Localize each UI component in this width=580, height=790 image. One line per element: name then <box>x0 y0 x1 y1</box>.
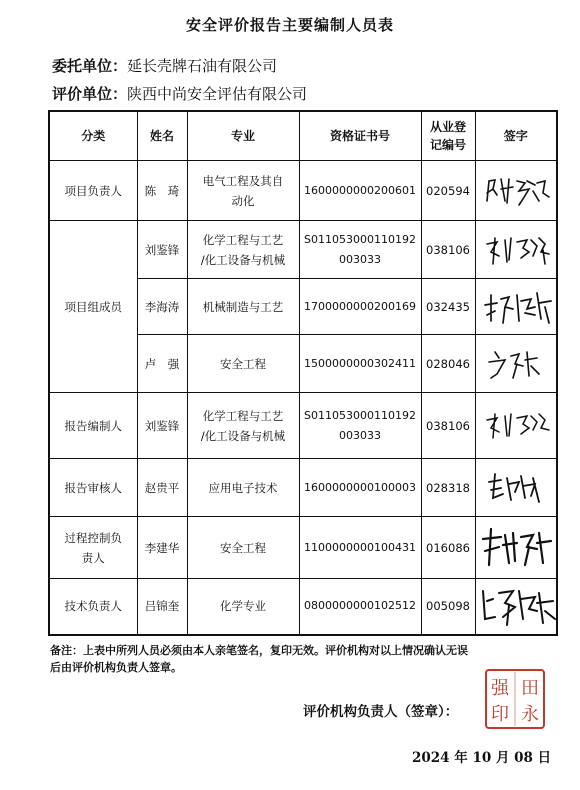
cell-major: 安全工程 <box>187 517 299 579</box>
table-row <box>49 517 557 579</box>
document-date: 2024 年 10 月 08 日 <box>412 750 552 766</box>
cell-cert: 0800000000102512 <box>299 579 421 635</box>
handwritten-signature <box>481 344 551 384</box>
cell-cert: 1100000000100431 <box>299 517 421 579</box>
table-row <box>49 459 557 517</box>
cell-reg: 038106 <box>421 221 475 279</box>
signature-cell <box>475 393 557 459</box>
cell-category: 技术负责人 <box>49 579 137 635</box>
cell-name: 李海涛 <box>137 279 187 335</box>
note-line: 备注：上表中所列人员必须由本人亲笔签名，复印无效。评价机构对以上情况确认无误 <box>50 644 468 657</box>
handwritten-signature <box>479 285 557 329</box>
svg-text:印: 印 <box>491 704 509 725</box>
svg-text:强: 强 <box>491 678 509 699</box>
assessor-label: 评价单位： <box>52 85 128 103</box>
cell-reg: 028046 <box>421 335 475 393</box>
cell-reg: 005098 <box>421 579 475 635</box>
cell-major: 机械制造与工艺 <box>187 279 299 335</box>
cell-major: 安全工程 <box>187 335 299 393</box>
cell-cert: 1600000000100003 <box>299 459 421 517</box>
cell-major: 化学专业 <box>187 579 299 635</box>
handwritten-signature <box>481 468 551 508</box>
table-header-row <box>49 111 557 161</box>
signature-cell <box>475 335 557 393</box>
cell-name: 吕锦奎 <box>137 579 187 635</box>
cell-category: 报告审核人 <box>49 459 137 517</box>
handwritten-signature <box>479 408 555 444</box>
header-name: 姓名 <box>137 111 187 161</box>
handwritten-signature <box>479 171 557 211</box>
handwritten-signature <box>479 583 559 629</box>
cell-major: 化学工程与工艺 /化工设备与机械 <box>187 393 299 459</box>
header-sign: 签字 <box>475 111 557 161</box>
cell-category: 项目负责人 <box>49 161 137 221</box>
assessor-line <box>52 83 307 104</box>
cell-cert: 1600000000200601 <box>299 161 421 221</box>
cell-name: 刘鉴锋 <box>137 393 187 459</box>
cell-major: 电气工程及其自 动化 <box>187 161 299 221</box>
client-label: 委托单位： <box>52 57 128 75</box>
cell-reg: 016086 <box>421 517 475 579</box>
signature-cell <box>475 517 557 579</box>
document-title: 安全评价报告主要编制人员表 <box>185 16 394 34</box>
cell-name: 陈 琦 <box>137 161 187 221</box>
cell-name: 卢 强 <box>137 335 187 393</box>
cell-category: 过程控制负 责人 <box>49 517 137 579</box>
table-row <box>49 579 557 635</box>
cell-cert: S011053000110192 003033 <box>299 393 421 459</box>
signature-cell <box>475 579 557 635</box>
cell-major: 化学工程与工艺 /化工设备与机械 <box>187 221 299 279</box>
cell-reg: 020594 <box>421 161 475 221</box>
cell-category: 报告编制人 <box>49 393 137 459</box>
cell-cert: 1700000000200169 <box>299 279 421 335</box>
table-row <box>49 161 557 221</box>
assessor-value: 陕西中尚安全评估有限公司 <box>127 85 308 103</box>
note-line: 后由评价机构负责人签章。 <box>50 661 182 674</box>
handwritten-signature <box>479 525 555 571</box>
cell-category: 项目组成员 <box>49 221 137 393</box>
client-line <box>52 55 277 76</box>
header-cert: 资格证书号 <box>299 111 421 161</box>
cell-name: 李建华 <box>137 517 187 579</box>
signature-cell <box>475 221 557 279</box>
cell-major: 应用电子技术 <box>187 459 299 517</box>
table-row <box>49 393 557 459</box>
staff-table <box>48 110 558 636</box>
header-reg: 从业登 记编号 <box>421 111 475 161</box>
table-row <box>49 221 557 279</box>
note-text <box>50 642 555 676</box>
handwritten-signature <box>479 230 557 270</box>
client-value: 延长壳牌石油有限公司 <box>127 57 278 75</box>
signatory-label: 评价机构负责人（签章）： <box>303 704 459 720</box>
signature-cell <box>475 161 557 221</box>
cell-reg: 038106 <box>421 393 475 459</box>
signature-cell <box>475 459 557 517</box>
svg-text:田: 田 <box>521 678 539 699</box>
cell-cert: S011053000110192 003033 <box>299 221 421 279</box>
svg-text:永: 永 <box>521 704 539 725</box>
signature-cell <box>475 279 557 335</box>
cell-name: 刘鉴锋 <box>137 221 187 279</box>
header-category: 分类 <box>49 111 137 161</box>
header-major: 专业 <box>187 111 299 161</box>
cell-reg: 028318 <box>421 459 475 517</box>
cell-cert: 1500000000302411 <box>299 335 421 393</box>
official-seal <box>484 668 546 730</box>
cell-name: 赵贵平 <box>137 459 187 517</box>
cell-reg: 032435 <box>421 279 475 335</box>
